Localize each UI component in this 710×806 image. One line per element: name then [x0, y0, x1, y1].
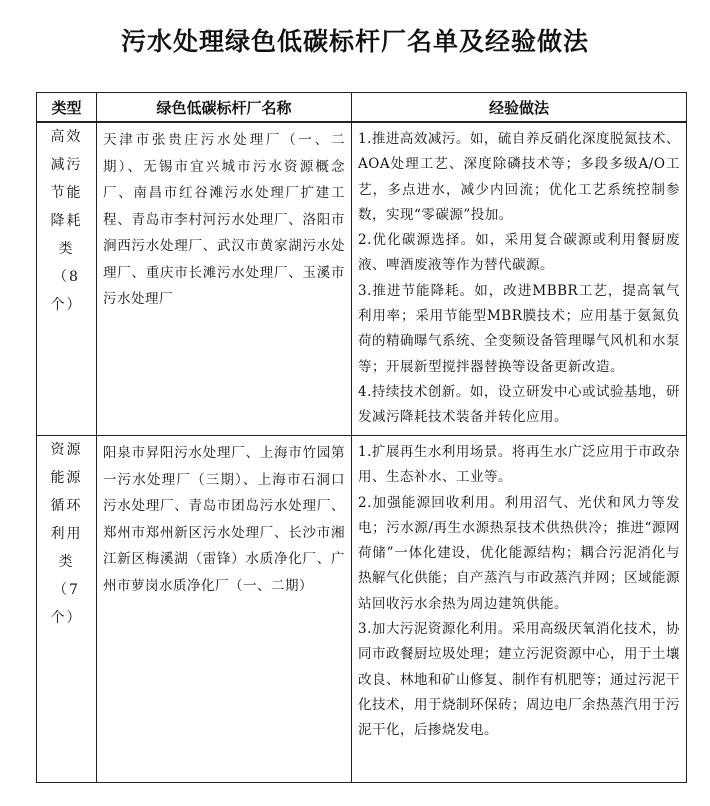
header-type: 类型: [37, 93, 97, 123]
plant-names-text: 阳泉市昇阳污水处理厂、上海市竹园第一污水处理厂（三期）、上海市石洞口污水处理厂、青岛市团岛污水处理厂、郑州市郑州新区污水处理厂、长沙市湘江新区梅溪湖（雷锋）水质净化厂、广州市萝岗水质净化厂（一、二期）: [103, 445, 345, 594]
type-cell: [37, 436, 97, 783]
experience-item: 1.扩展再生水利用场景。将再生水广泛应用于市政杂用、生态补水、工业等。: [358, 444, 680, 486]
plant-names-cell: [97, 436, 352, 783]
experience-item: 1.推进高效减污。如，硫自养反硝化深度脱氮技术、AOA处理工艺、深度除磷技术等；多段多级A/O工艺，多点进水，减少内回流；优化工艺系统控制参数，实现“零碳源”投加。: [358, 131, 680, 223]
table-row: [37, 436, 687, 783]
experience-item: 3.推进节能降耗。如，改进MBBR工艺，提高氧气利用率；采用节能型MBR膜技术；应用基于氨氮负荷的精确曝气系统、全变频设备管理曝气风机和水泵等；开展新型搅拌器替换等设备更新改造。: [358, 282, 680, 375]
experience-cell: [352, 436, 687, 783]
type-cell: [37, 122, 97, 436]
experience-item: 2.加强能源回收利用。利用沼气、光伏和风力等发电；污水源/再生水源热泵技术供热供冷；推进“源网荷储”一体化建设，优化能源结构；耦合污泥消化与热解气化供能；自产蒸汽与市政蒸汽并网；区域能源站回收污水余热为周边建筑供能。: [358, 494, 680, 612]
type-label: 高效减污节能降耗类（8个）: [50, 129, 83, 313]
table-row: [37, 122, 687, 436]
plant-names-text: 天津市张贵庄污水处理厂（一、二期）、无锡市宜兴城市污水资源概念厂、南昌市红谷滩污水处理厂扩建工程、青岛市李村河污水处理厂、洛阳市涧西污水处理厂、武汉市黄家湖污水处理厂、重庆市长滩污水处理厂、玉溪市污水处理厂: [103, 132, 345, 307]
header-plant-names: 绿色低碳标杆厂名称: [97, 93, 352, 123]
table-header-row: [37, 93, 687, 123]
benchmark-table: [36, 92, 687, 783]
experience-cell: [352, 122, 687, 436]
page-title: 污水处理绿色低碳标杆厂名单及经验做法: [120, 27, 589, 56]
plant-names-cell: [97, 122, 352, 436]
header-experience: 经验做法: [352, 93, 687, 123]
type-label: 资源能源循环利用类（7个）: [50, 442, 83, 626]
experience-item: 3.加大污泥资源化利用。采用高级厌氧消化技术，协同市政餐厨垃圾处理；建立污泥资源中心，用于土壤改良、林地和矿山修复、制作有机肥等；通过污泥干化技术，用于烧制环保砖；周边电厂余热蒸汽用于污泥干化，后掺烧发电。: [358, 621, 680, 739]
experience-item: 4.持续技术创新。如，设立研发中心或试验基地，研发减污降耗技术装备并转化应用。: [358, 383, 680, 426]
experience-item: 2.优化碳源选择。如，采用复合碳源或利用餐厨废液、啤酒废液等作为替代碳源。: [358, 232, 680, 274]
